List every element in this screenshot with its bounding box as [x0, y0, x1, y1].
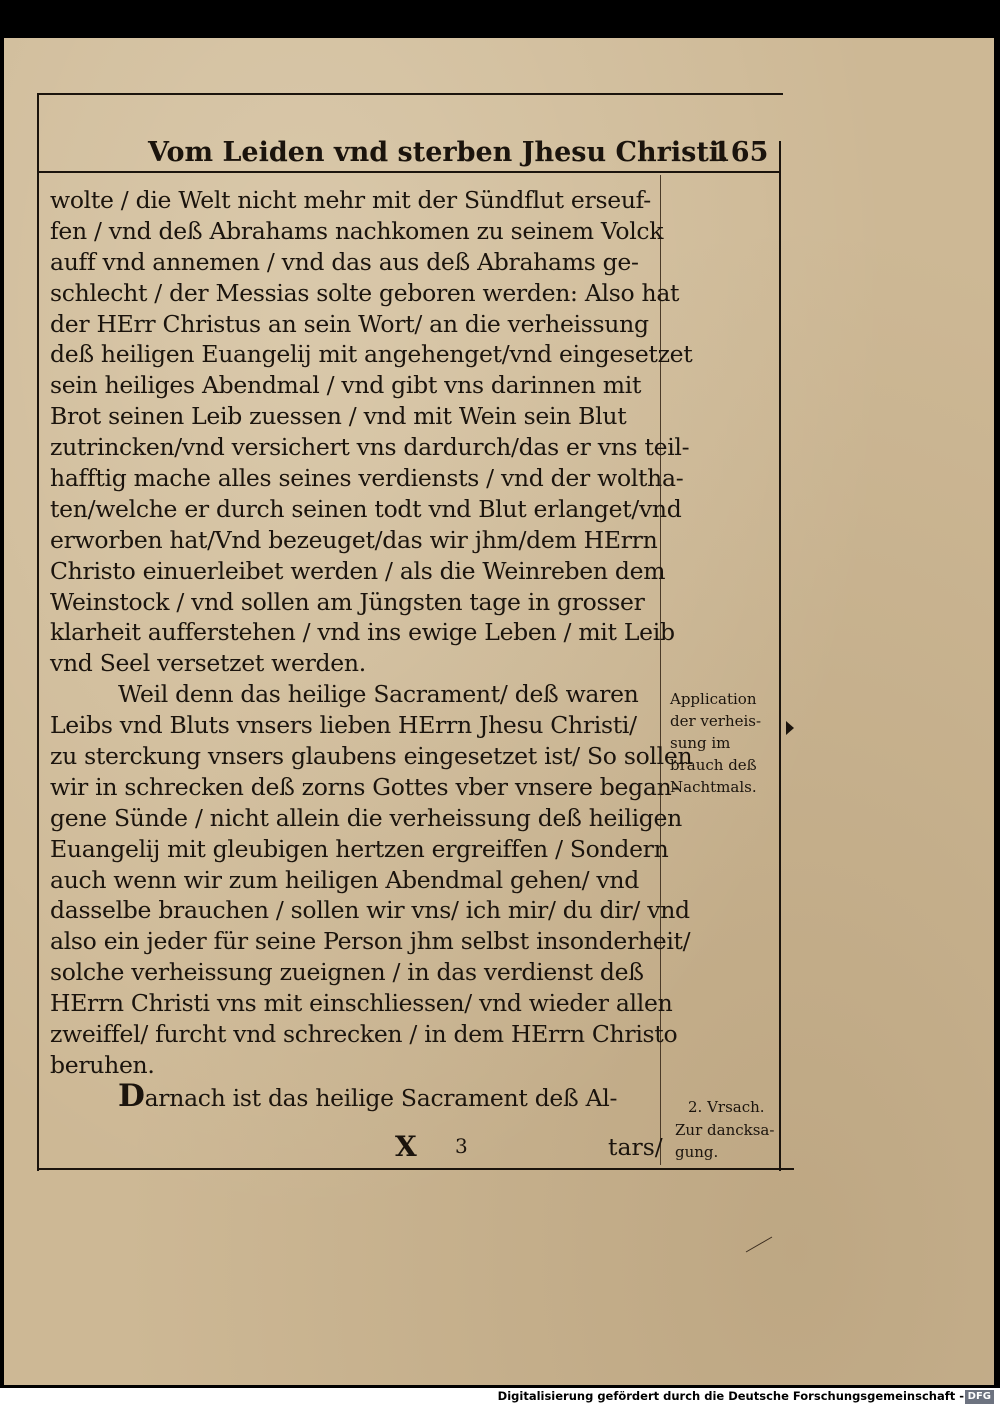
note-line: Application	[670, 690, 757, 708]
text-line: wolte / die Welt nicht mehr mit der Sündflut erseuf-	[50, 186, 651, 214]
text-line: zutrincken/vnd versichert vns dardurch/das er vns teil-	[50, 433, 690, 462]
text-line: auff vnd annemen / vnd das aus deß Abrahams ge-	[50, 247, 639, 276]
text-line: Weinstock / vnd sollen am Jüngsten tage in grosser	[50, 587, 645, 616]
text-line: auch wenn wir zum heiligen Abendmal gehen/ vnd	[50, 865, 639, 894]
note-line: Zur dancksa-	[675, 1120, 775, 1139]
footer-bar	[0, 1388, 1000, 1408]
note-line: Nachtmals.	[670, 778, 757, 796]
text-line: ten/welche er durch seinen todt vnd Blut erlanget/vnd	[50, 494, 682, 523]
text-line: wir in schrecken deß zorns Gottes vber vnsere began-	[50, 772, 680, 801]
note-line: sung im	[670, 734, 731, 752]
text-line: fen / vnd deß Abrahams nachkomen zu seinem Volck	[50, 216, 664, 245]
signature-line	[50, 1130, 663, 1164]
catchword: tars/	[608, 1133, 663, 1161]
footer-credit: Digitalisierung gefördert durch die Deutsche Forschungsgemeinschaft -	[497, 1389, 964, 1403]
text-line: Euangelij mit gleubigen hertzen ergreiffen / Sondern	[50, 834, 669, 863]
marginal-note-application	[670, 688, 761, 798]
text-line: deß heiligen Euangelij mit angehenget/vnd eingesetzet	[50, 340, 693, 369]
text-line: solche verheissung zueignen / in das verdienst deß	[50, 958, 644, 987]
note-line: gung.	[675, 1143, 719, 1161]
note-line: brauch deß	[670, 756, 757, 774]
paragraph-start-line: Weil denn das heilige Sacrament/ deß waren	[118, 680, 639, 709]
text-line: also ein jeder für seine Person jhm selbst insonderheit/	[50, 927, 691, 956]
initial-letter: D	[118, 1077, 145, 1114]
page-frame-right-rule	[779, 141, 781, 1171]
text-line: sein heiliges Abendmal / vnd gibt vns darinnen mit	[50, 371, 642, 400]
signature-number: 3	[455, 1134, 468, 1158]
text-line: klarheit aufferstehen / vnd ins ewige Leben / mit Leib	[50, 618, 675, 647]
page-frame-top-rule	[37, 93, 783, 95]
header-rule	[37, 171, 781, 173]
text-line: zweiffel/ furcht vnd schrecken / in dem HErrn Christo	[50, 1020, 678, 1049]
text-line: dasselbe brauchen / sollen wir vns/ ich mir/ du dir/ vnd	[50, 896, 690, 925]
paragraph-start-line	[50, 1077, 655, 1114]
text-line: Leibs vnd Bluts vnsers lieben HErrn Jhesu Christi/	[50, 711, 637, 740]
running-head: Vom Leiden vnd sterben Jhesu Christi.	[148, 137, 729, 168]
text-line: erworben hat/Vnd bezeuget/das wir jhm/dem HErrn	[50, 525, 658, 554]
page-number: 165	[712, 137, 769, 168]
text-line: zu sterckung vnsers glaubens eingesetzet ist/ So sollen	[50, 742, 693, 771]
text-line-rest: arnach ist das heilige Sacrament deß Al-	[144, 1083, 618, 1112]
text-line: HErrn Christi vns mit einschliessen/ vnd wieder allen	[50, 989, 673, 1018]
text-line: hafftig mache alles seines verdiensts / vnd der woltha-	[50, 464, 684, 493]
text-line: vnd Seel versetzet werden.	[50, 649, 366, 678]
text-line: gene Sünde / nicht allein die verheissung deß heiligen	[50, 803, 682, 832]
text-line: schlecht / der Messias solte geboren werden: Also hat	[50, 278, 680, 307]
dfg-logo: DFG	[965, 1390, 994, 1404]
note-line: der verheis-	[670, 712, 762, 730]
margin-pointer-icon	[786, 721, 794, 735]
marginal-note-second-cause	[670, 1096, 774, 1164]
body-text	[50, 185, 693, 1114]
text-line: beruhen.	[50, 1050, 155, 1079]
text-line: Brot seinen Leib zuessen / vnd mit Wein sein Blut	[50, 402, 627, 431]
signature-mark: X	[395, 1130, 417, 1163]
page-frame-bottom-rule	[37, 1168, 794, 1170]
text-line: Christo einuerleibet werden / als die Weinreben dem	[50, 556, 666, 585]
page-frame-left-rule	[37, 93, 39, 1171]
note-line: 2. Vrsach.	[688, 1098, 765, 1116]
text-line: der HErr Christus an sein Wort/ an die verheissung	[50, 309, 649, 338]
